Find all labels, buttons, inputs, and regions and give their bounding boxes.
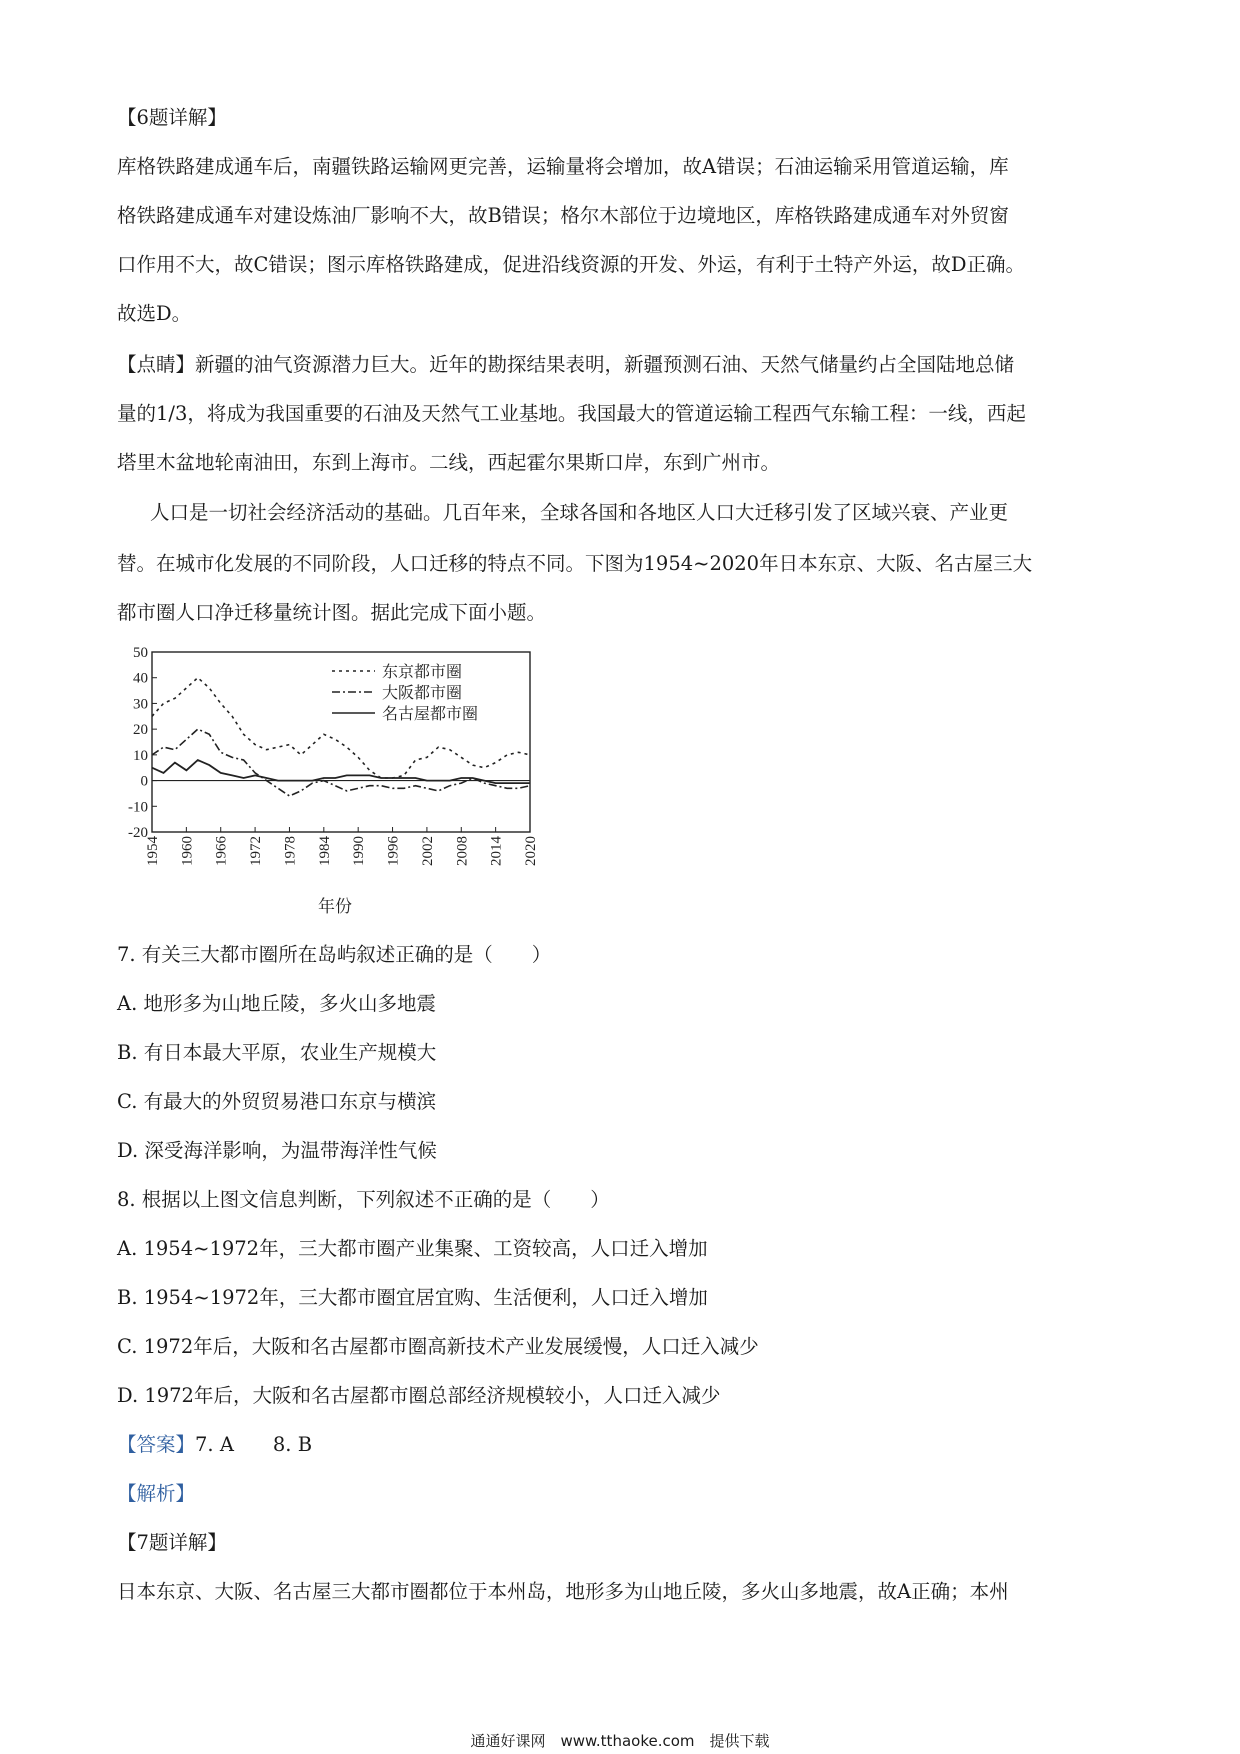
q6-line-3: 口作用不大，故C错误；图示库格铁路建成，促进沿线资源的开发、外运，有利于土特产外运，故D正确。 bbox=[117, 253, 1026, 276]
q8-option-c: C. 1972年后，大阪和名古屋都市圈高新技术产业发展缓慢，人口迁入减少 bbox=[117, 1335, 759, 1358]
y-tick-label: -10 bbox=[128, 799, 148, 816]
x-tick-label: 1978 bbox=[282, 836, 299, 866]
x-tick-label: 1966 bbox=[213, 836, 230, 866]
y-tick-label: 10 bbox=[133, 747, 148, 764]
chart-series bbox=[152, 678, 530, 796]
tip-line-1: 【点睛】新疆的油气资源潜力巨大。近年的勘探结果表明，新疆预测石油、天然气储量约占全国陆地总储 bbox=[117, 353, 1015, 376]
q7-option-d: D. 深受海洋影响，为温带海洋性气候 bbox=[117, 1139, 437, 1162]
y-tick-label: -20 bbox=[128, 825, 148, 841]
x-tick-label: 2014 bbox=[488, 836, 505, 866]
legend-label-3: 名古屋都市圈 bbox=[382, 704, 479, 723]
q8-option-d: D. 1972年后，大阪和名古屋都市圈总部经济规模较小，人口迁入减少 bbox=[117, 1384, 721, 1407]
tip-line-2: 量的1/3，将成为我国重要的石油及天然气工业基地。我国最大的管道运输工程西气东输工程：一线，西起 bbox=[117, 402, 1026, 425]
x-tick-label: 1984 bbox=[316, 836, 333, 866]
x-tick-label: 2002 bbox=[419, 836, 436, 866]
x-axis-label: 年份 bbox=[318, 897, 352, 917]
q7-option-a: A. 地形多为山地丘陵，多火山多地震 bbox=[117, 992, 436, 1015]
intro-line-2: 替。在城市化发展的不同阶段，人口迁移的特点不同。下图为1954~2020年日本东京、大阪、名古屋三大 bbox=[117, 552, 1033, 575]
chart-legend bbox=[332, 662, 478, 723]
answer-label: 【答案】 bbox=[117, 1433, 196, 1456]
q7-detail-line: 日本东京、大阪、名古屋三大都市圈都位于本州岛，地形多为山地丘陵，多火山多地震，故A正确；本州 bbox=[117, 1580, 1009, 1603]
x-tick-label: 1996 bbox=[385, 836, 402, 866]
q8-option-b: B. 1954~1972年，三大都市圈宜居宜购、生活便利，人口迁入增加 bbox=[117, 1286, 708, 1309]
analysis-label: 【解析】 bbox=[117, 1482, 196, 1505]
answer-text: 7. A 8. B bbox=[195, 1433, 313, 1456]
y-tick-label: 30 bbox=[133, 696, 148, 713]
page-footer: 通通好课网 www.tthaoke.com 提供下载 bbox=[470, 1732, 770, 1750]
answer-line bbox=[117, 1432, 312, 1458]
migration-line-chart bbox=[110, 640, 550, 920]
q8-stem: 8. 根据以上图文信息判断，下列叙述不正确的是（ ） bbox=[117, 1188, 610, 1211]
q7-option-b: B. 有日本最大平原，农业生产规模大 bbox=[117, 1041, 437, 1064]
y-tick-label: 20 bbox=[133, 722, 148, 739]
series-line-2 bbox=[152, 729, 530, 796]
x-tick-label: 1954 bbox=[145, 836, 161, 866]
series-line-3 bbox=[152, 760, 530, 783]
legend-label-2: 大阪都市圈 bbox=[382, 683, 463, 702]
legend-label-1: 东京都市圈 bbox=[382, 662, 463, 681]
q7-option-c: C. 有最大的外贸贸易港口东京与横滨 bbox=[117, 1090, 437, 1113]
q8-option-a: A. 1954~1972年，三大都市圈产业集聚、工资较高，人口迁入增加 bbox=[117, 1237, 708, 1260]
intro-line-1: 人口是一切社会经济活动的基础。几百年来，全球各国和各地区人口大迁移引发了区域兴衰、产业更 bbox=[150, 501, 1009, 524]
y-tick-label: 0 bbox=[140, 773, 148, 790]
q6-line-4: 故选D。 bbox=[117, 302, 192, 325]
tip-line-3: 塔里木盆地轮南油田，东到上海市。二线，西起霍尔果斯口岸，东到广州市。 bbox=[117, 451, 781, 474]
x-tick-label: 1972 bbox=[248, 836, 265, 866]
q6-line-2: 格铁路建成通车对建设炼油厂影响不大，故B错误；格尔木部位于边境地区，库格铁路建成通车对外贸窗 bbox=[117, 204, 1009, 227]
q7-stem: 7. 有关三大都市圈所在岛屿叙述正确的是（ ） bbox=[117, 943, 552, 966]
x-tick-label: 1960 bbox=[179, 836, 196, 866]
q7-detail-header: 【7题详解】 bbox=[117, 1531, 227, 1554]
plot-frame bbox=[152, 652, 530, 832]
y-tick-label: 50 bbox=[133, 645, 148, 661]
series-line-1 bbox=[152, 678, 530, 778]
y-tick-label: 40 bbox=[133, 670, 148, 687]
q6-line-1: 库格铁路建成通车后，南疆铁路运输网更完善，运输量将会增加，故A错误；石油运输采用管道运输，库 bbox=[117, 155, 1009, 178]
q6-header: 【6题详解】 bbox=[117, 106, 227, 129]
x-tick-label: 1990 bbox=[351, 836, 368, 866]
x-tick-label: 2020 bbox=[523, 836, 539, 866]
x-tick-label: 2008 bbox=[454, 836, 471, 866]
intro-line-3: 都市圈人口净迁移量统计图。据此完成下面小题。 bbox=[117, 601, 547, 624]
